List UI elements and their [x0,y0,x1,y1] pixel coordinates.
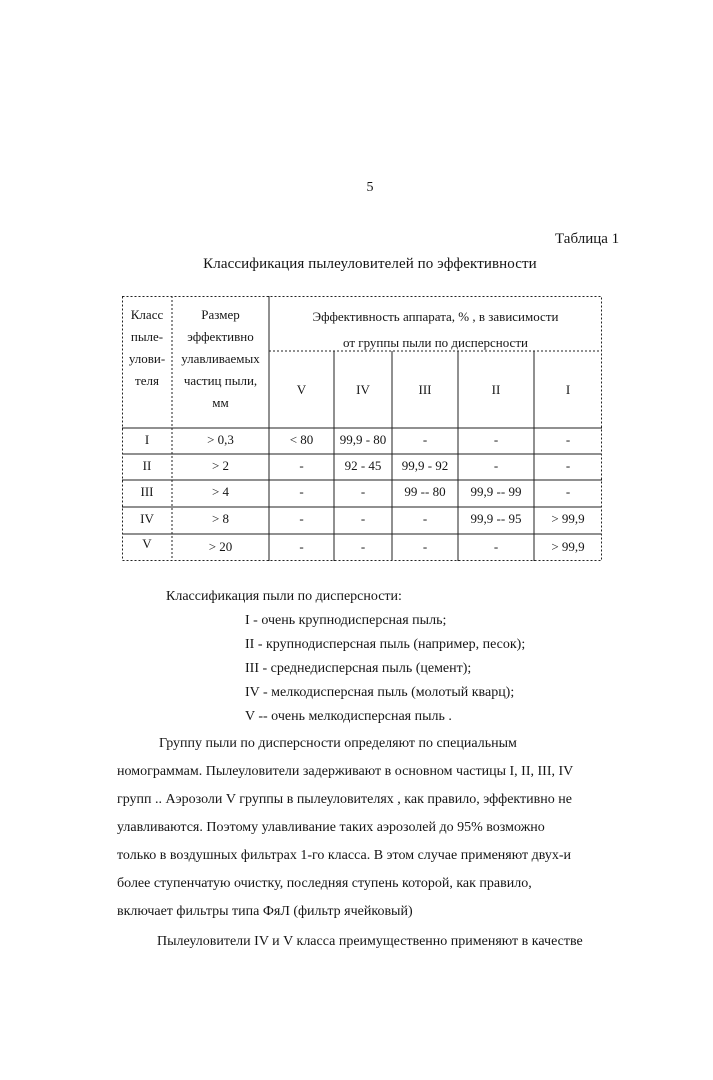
row-value-cell: - [565,458,571,473]
row-size-cell: > 8 [211,511,230,526]
paragraph-line: Группу пыли по дисперсности определяют по специальным [159,736,517,751]
row-value-cell: - [493,432,499,447]
paragraph-line: включает фильтры типа ФяЛ (фильтр ячейковый) [117,904,413,919]
row-value-cell: - [422,539,428,554]
row-value-cell: 99,9 - 92 [401,458,449,473]
row-value-cell: - [422,432,428,447]
paragraph-line: улавливаются. Поэтому улавливание таких аэрозолей до 95% возможно [117,820,545,835]
header-efficiency: Эффективность аппарата, % , в зависимости от группы пыли по дисперсности [312,309,559,350]
group-header-v: V [296,382,307,397]
row-class-cell: III [140,484,154,499]
classification-item: IV - мелкодисперсная пыль (молотый кварц); [245,685,515,700]
row-value-cell: - [299,484,304,499]
paragraph-line: только в воздушных фильтрах 1-го класса. В этом случае применяют двух-и [117,848,572,863]
row-value-cell: 92 - 45 [344,458,382,473]
row-size-cell: > 0,3 [207,432,234,447]
group-header-i: I [565,382,571,397]
table-title: Классификация пылеуловителей по эффективности [203,256,537,272]
row-value-cell: - [493,458,499,473]
group-header-iii: III [418,382,432,397]
row-value-cell: - [422,511,428,526]
page-number: 5 [366,180,374,195]
row-value-cell: - [299,511,304,526]
row-value-cell: - [299,539,304,554]
row-value-cell: 99,9 -- 99 [470,484,522,499]
classification-item: III - среднедисперсная пыль (цемент); [245,661,472,676]
row-value-cell: > 99,9 [551,539,585,554]
row-value-cell: - [565,484,571,499]
row-value-cell: - [360,511,366,526]
classification-item: I - очень крупнодисперсная пыль; [245,613,447,628]
row-value-cell: - [360,484,366,499]
group-header-iv: IV [356,382,370,397]
row-value-cell: - [493,539,499,554]
paragraph-line: Пылеуловители IV и V класса преимущественно применяют в качестве [157,934,583,949]
classification-item: II - крупнодисперсная пыль (например, песок); [245,637,526,652]
row-value-cell: - [360,539,366,554]
row-size-cell: > 2 [211,458,230,473]
row-value-cell: - [565,432,571,447]
paragraph-line: групп .. Аэрозоли V группы в пылеуловителях , как правило, эффективно не [117,792,572,807]
row-class-cell: V [142,536,152,551]
classification-item: V -- очень мелкодисперсная пыль . [245,709,452,724]
header-particle-size: Размер эффективно улавливаемых частиц пыли, мм [181,307,260,410]
row-class-cell: II [142,458,152,473]
row-size-cell: > 4 [211,484,230,499]
group-header-ii: II [491,382,501,397]
classification-intro: Классификация пыли по дисперсности: [166,589,402,604]
header-class: Класс пыле- улови- теля [128,307,166,388]
paragraph-line: более ступенчатую очистку, последняя ступень которой, как правило, [117,876,532,891]
row-value-cell: > 99,9 [551,511,585,526]
row-value-cell: 99,9 -- 95 [470,511,522,526]
row-value-cell: 99 -- 80 [404,484,446,499]
row-class-cell: IV [140,511,154,526]
paragraph-line: номограммам. Пылеуловители задерживают в основном частицы I, II, III, IV [117,764,574,779]
row-value-cell: < 80 [289,432,314,447]
row-value-cell: - [299,458,304,473]
table-label: Таблица 1 [555,231,620,247]
row-class-cell: I [144,432,150,447]
row-value-cell: 99,9 - 80 [339,432,387,447]
efficiency-table [122,296,602,562]
row-size-cell: > 20 [208,539,233,554]
